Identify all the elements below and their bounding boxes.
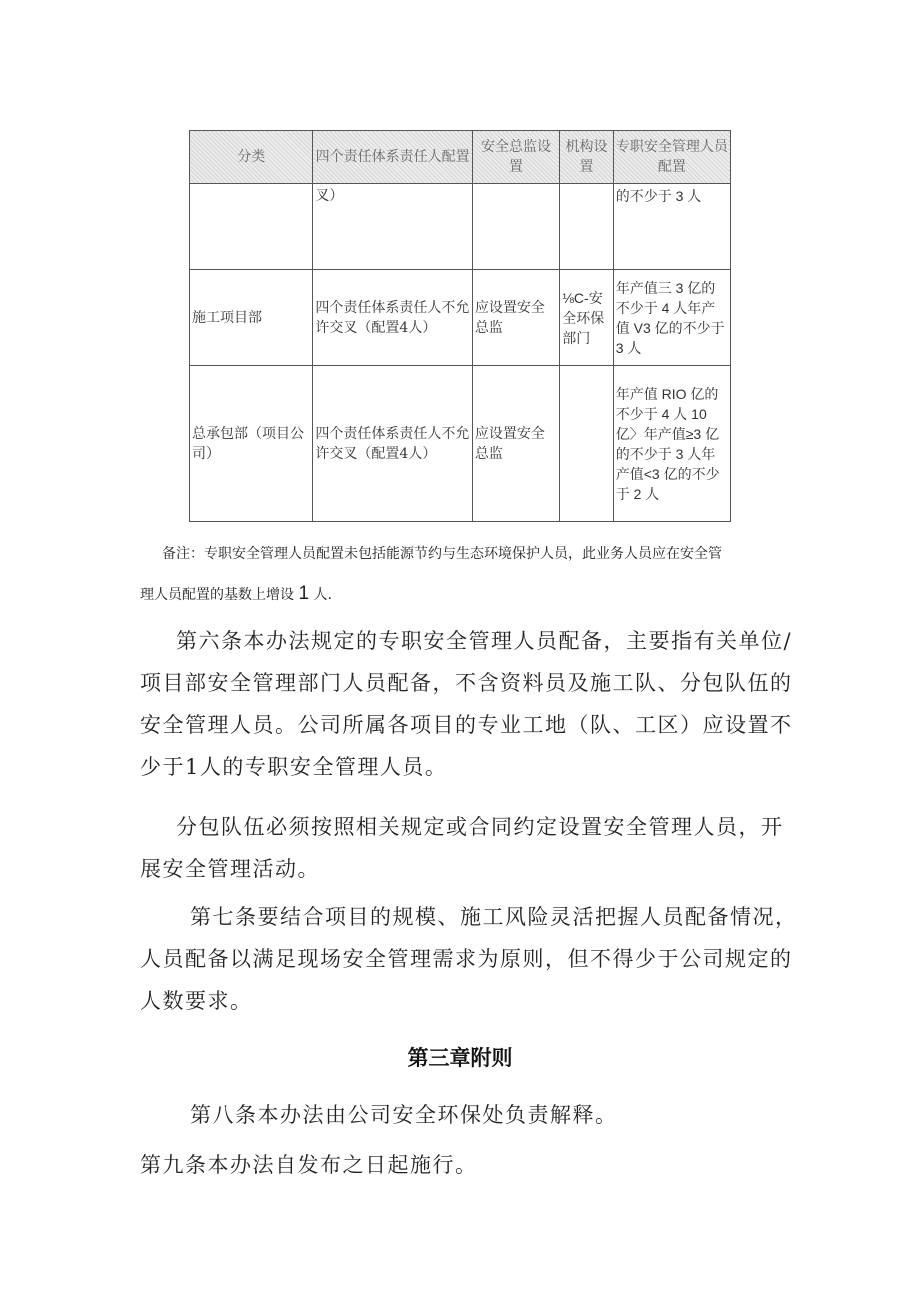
article-8: 第八条本办法由公司安全环保处负责解释。 <box>190 1103 618 1127</box>
table-row <box>190 366 731 522</box>
article-9: 第九条本办法自发布之日起施行。 <box>140 1153 478 1177</box>
table-cell: 应设置安全总监 <box>472 270 559 366</box>
header-responsibility: 四个责任体系责任人配置 <box>313 131 472 184</box>
header-safety-director: 安全总监设置 <box>472 131 559 184</box>
note-line2-prefix: 理人员配置的基数上增设 <box>140 587 294 603</box>
table-cell: 四个责任体系责任人不允许交叉（配置4人） <box>313 366 472 522</box>
article-7: 第七条要结合项目的规模、施工风险灵活把握人员配备情况，人员配备以满足现场安全管理需求为原则，但不得少于公司规定的人数要求。 <box>140 905 798 1013</box>
table-cell <box>472 184 559 270</box>
article-6: 第六条本办法规定的专职安全管理人员配备，主要指有关单位/项目部安全管理部门人员配备，不含资料员及施工队、分包队伍的安全管理人员。公司所属各项目的专业工地（队、工区）应设置不少于1人的专职安全管理人员。 <box>140 629 793 779</box>
table-cell: 施工项目部 <box>190 270 313 366</box>
table-cell <box>190 184 313 270</box>
staffing-table <box>189 130 731 522</box>
chapter-3-heading: 第三章附则 <box>407 1045 513 1070</box>
table-row <box>190 184 731 270</box>
table-cell: ⅛C-安全环保部门 <box>560 270 613 366</box>
table-cell <box>560 366 613 522</box>
table-cell: 应设置安全总监 <box>472 366 559 522</box>
note-line2-number: 1 <box>298 583 310 604</box>
header-organization: 机构设置 <box>560 131 613 184</box>
table-cell: 的不少于 3 人 <box>613 184 730 270</box>
header-category: 分类 <box>190 131 313 184</box>
table-cell <box>560 184 613 270</box>
header-staff-config: 专职安全管理人员配置 <box>613 131 730 184</box>
subcontract-paragraph: 分包队伍必须按照相关规定或合同约定设置安全管理人员，开展安全管理活动。 <box>140 815 784 881</box>
table-note-line1: 备注：专职安全管理人员配置未包括能源节约与生态环境保护人员，此业务人员应在安全管 <box>162 546 722 562</box>
table-cell: 叉） <box>313 184 472 270</box>
table-row <box>190 270 731 366</box>
table-cell: 总承包部（项目公司） <box>190 366 313 522</box>
note-line2-suffix: 人. <box>313 587 332 603</box>
table-header-row <box>190 131 731 184</box>
table-cell: 年产值 RIO 亿的不少于 4 人 10 亿〉年产值≥3 亿的不少于 3 人年产值<3 亿的不少于 2 人 <box>613 366 730 522</box>
table-cell: 年产值三 3 亿的不少于 4 人年产值 V3 亿的不少于 3 人 <box>613 270 730 366</box>
table-note-line2 <box>140 583 780 605</box>
table-cell: 四个责任体系责任人不允许交叉（配置4人） <box>313 270 472 366</box>
